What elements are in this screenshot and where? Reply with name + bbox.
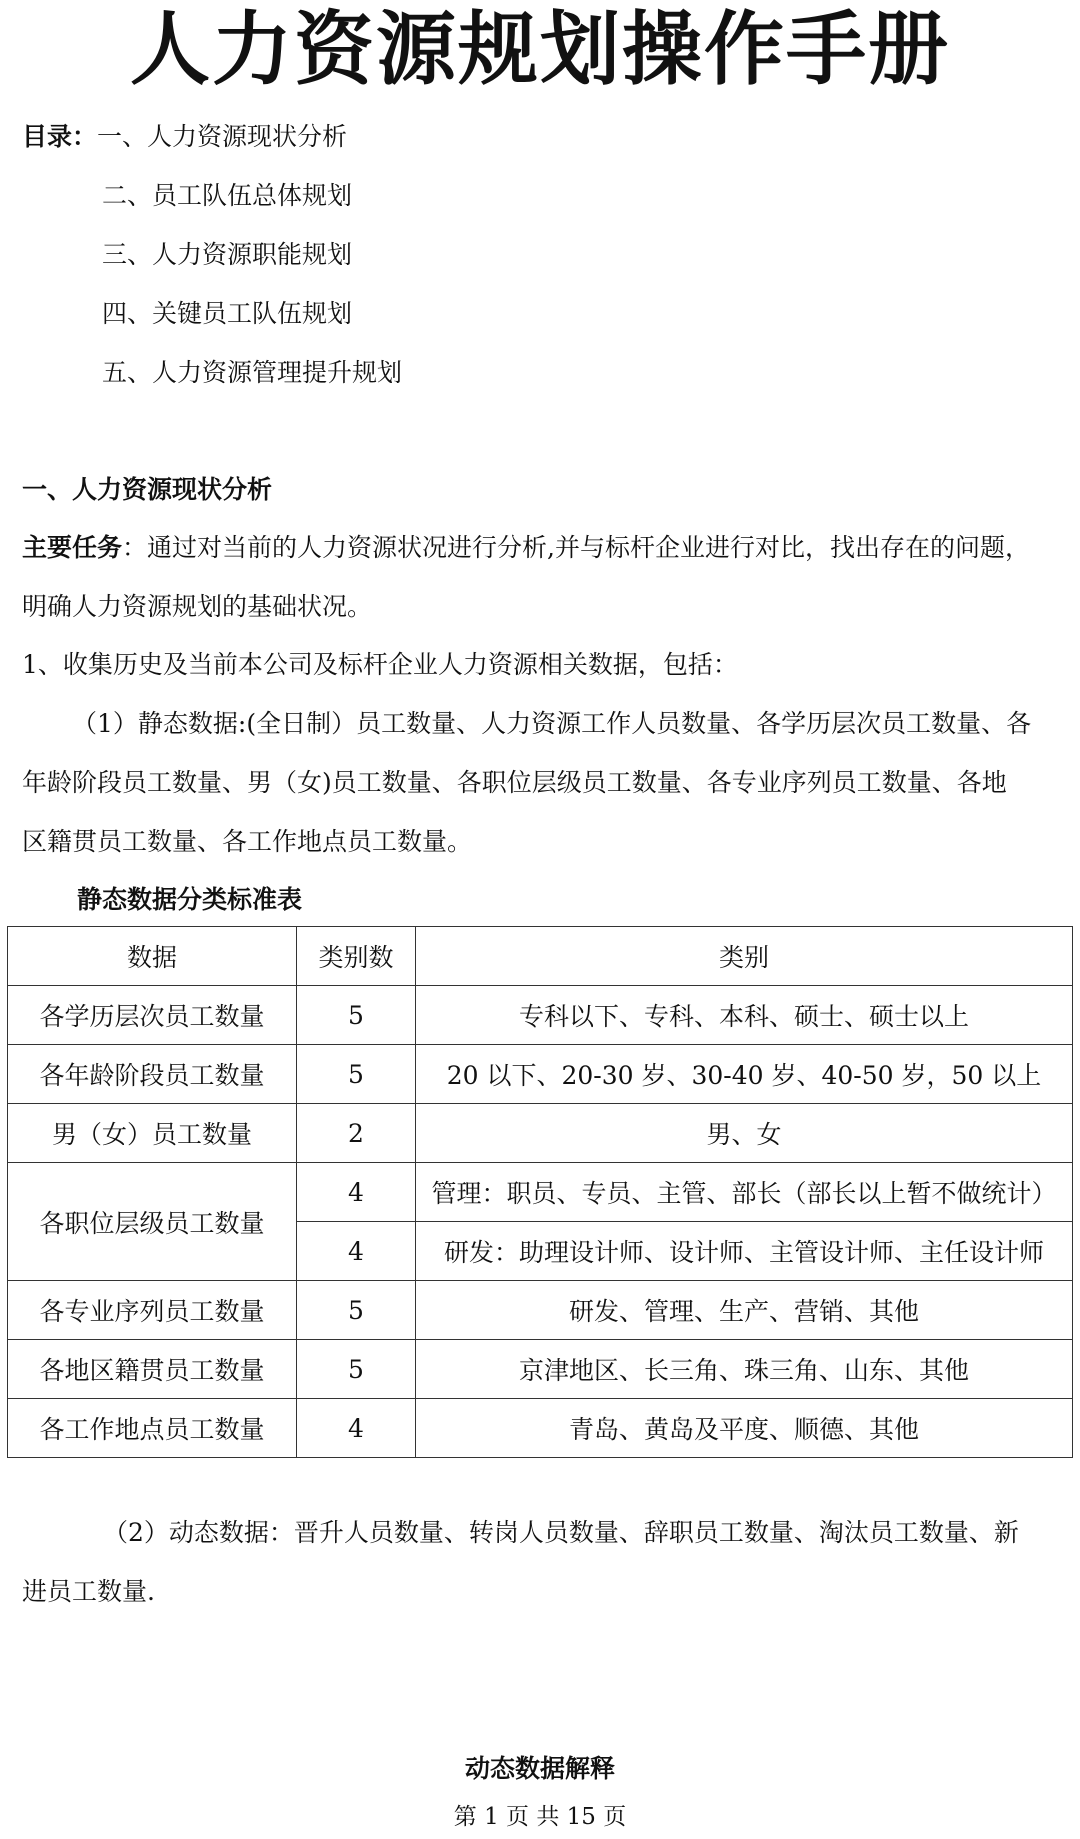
cell-count: 5 xyxy=(297,1281,416,1340)
table-row xyxy=(8,1045,1073,1104)
toc-item-3: 三、人力资源职能规划 xyxy=(102,240,353,269)
task-label: 主要任务 xyxy=(22,533,123,562)
cell-data: 各学历层次员工数量 xyxy=(8,986,297,1045)
cell-count: 5 xyxy=(297,1045,416,1104)
table-row xyxy=(8,1281,1073,1340)
cell-count: 2 xyxy=(297,1104,416,1163)
cell-data: 各工作地点员工数量 xyxy=(8,1399,297,1458)
cell-data: 各地区籍贯员工数量 xyxy=(8,1340,297,1399)
static-data-line-2: 年龄阶段员工数量、男（女)员工数量、各职位层级员工数量、各专业序列员工数量、各地 xyxy=(22,768,1007,797)
table-row xyxy=(8,1399,1073,1458)
table-header-row xyxy=(8,927,1073,986)
toc-label: 目录： xyxy=(22,122,98,151)
header-data: 数据 xyxy=(8,927,297,986)
table-row xyxy=(8,986,1073,1045)
cell-data: 男（女）员工数量 xyxy=(8,1104,297,1163)
cell-categories: 男、女 xyxy=(416,1104,1073,1163)
toc-item-4: 四、关键员工队伍规划 xyxy=(102,299,353,328)
task-paragraph-line-2: 明确人力资源规划的基础状况。 xyxy=(22,592,373,621)
task-text: ：通过对当前的人力资源状况进行分析,并与标杆企业进行对比，找出存在的问题， xyxy=(122,533,1030,562)
cell-categories: 管理：职员、专员、主管、部长（部长以上暂不做统计） xyxy=(416,1163,1073,1222)
toc-item-5: 五、人力资源管理提升规划 xyxy=(102,358,403,387)
static-data-line-3: 区籍贯员工数量、各工作地点员工数量。 xyxy=(22,827,473,856)
cell-data: 各专业序列员工数量 xyxy=(8,1281,297,1340)
static-data-table xyxy=(7,926,1073,1458)
table-row xyxy=(8,1340,1073,1399)
item-1-text: 1、收集历史及当前本公司及标杆企业人力资源相关数据，包括： xyxy=(22,650,738,679)
toc-first-line xyxy=(22,120,347,154)
cell-data: 各年龄阶段员工数量 xyxy=(8,1045,297,1104)
dynamic-data-line-1: （2）动态数据：晋升人员数量、转岗人员数量、辞职员工数量、淘汰员工数量、新 xyxy=(103,1518,1019,1547)
cell-data: 各职位层级员工数量 xyxy=(8,1163,297,1281)
table-title: 静态数据分类标准表 xyxy=(77,885,303,914)
cell-categories: 青岛、黄岛及平度、顺德、其他 xyxy=(416,1399,1073,1458)
document-title: 人力资源规划操作手册 xyxy=(130,3,950,96)
page-number-footer: 第 1 页 共 15 页 xyxy=(453,1804,627,1830)
static-data-line-1: （1）静态数据:(全日制）员工数量、人力资源工作人员数量、各学历层次员工数量、各 xyxy=(72,709,1032,738)
cell-categories: 20 以下、20-30 岁、30-40 岁、40-50 岁，50 以上 xyxy=(416,1045,1073,1104)
cell-categories: 京津地区、长三角、珠三角、山东、其他 xyxy=(416,1340,1073,1399)
cell-count: 5 xyxy=(297,1340,416,1399)
header-categories: 类别 xyxy=(416,927,1073,986)
cell-count: 4 xyxy=(297,1399,416,1458)
toc-item-2: 二、员工队伍总体规划 xyxy=(102,181,353,210)
cell-count: 4 xyxy=(297,1222,416,1281)
cell-count: 5 xyxy=(297,986,416,1045)
cell-categories: 研发：助理设计师、设计师、主管设计师、主任设计师 xyxy=(416,1222,1073,1281)
header-count: 类别数 xyxy=(297,927,416,986)
cell-categories: 研发、管理、生产、营销、其他 xyxy=(416,1281,1073,1340)
next-section-heading: 动态数据解释 xyxy=(464,1754,615,1783)
cell-categories: 专科以下、专科、本科、硕士、硕士以上 xyxy=(416,986,1073,1045)
dynamic-data-line-2: 进员工数量. xyxy=(22,1577,155,1606)
task-paragraph-line-1 xyxy=(22,531,1030,565)
table-row xyxy=(8,1104,1073,1163)
toc-item-1: 一、人力资源现状分析 xyxy=(97,122,348,151)
cell-count: 4 xyxy=(297,1163,416,1222)
table-row xyxy=(8,1163,1073,1222)
section-heading: 一、人力资源现状分析 xyxy=(22,475,273,504)
